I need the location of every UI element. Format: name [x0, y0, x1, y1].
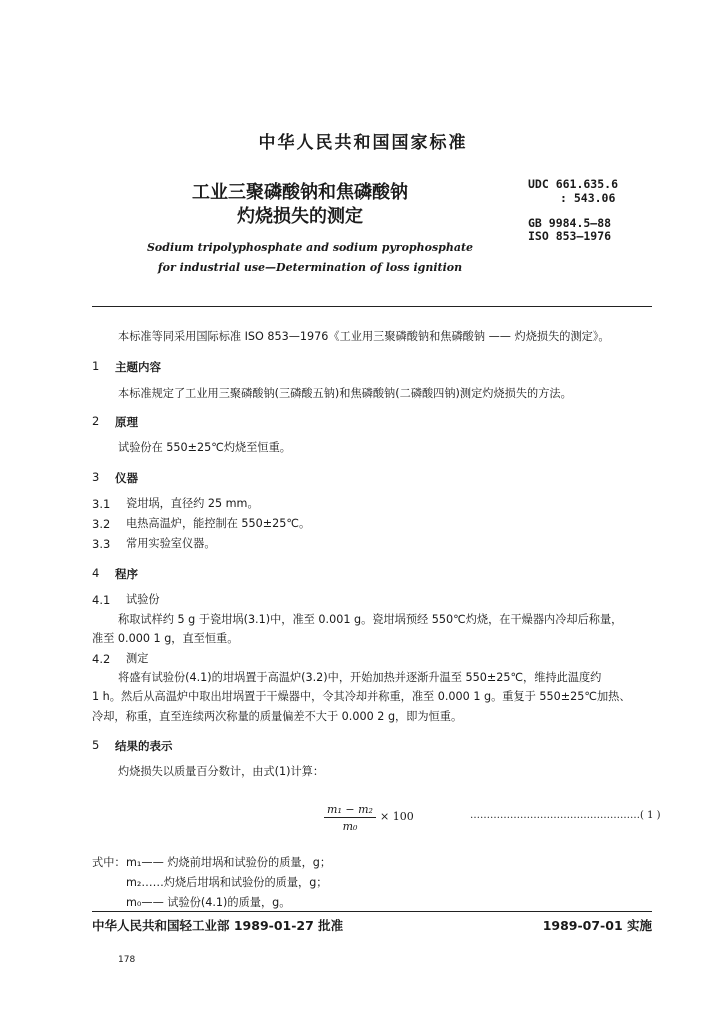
udc-code-line1: UDC 661.635.6: [528, 177, 619, 191]
section-2-text: 试验份在 550±25℃灼烧至恒重。: [118, 441, 291, 454]
definition-m1: m₁—— 灼烧前坩埚和试验份的质量，g；: [126, 856, 332, 869]
section-4-1-number: 4.1: [92, 593, 111, 607]
page-number: 178: [118, 955, 136, 965]
iso-code: ISO 853—1976: [528, 229, 612, 243]
header-divider: [92, 306, 652, 307]
approval-line: 中华人民共和国轻工业部 1989-01-27 批准: [92, 918, 344, 933]
section-5-number: 5: [92, 738, 100, 752]
formula-label: ……………………………………………( 1 ): [470, 810, 661, 821]
formula-fraction-bar: [324, 817, 376, 818]
title-cn-line1: 工业三聚磷酸钠和焦磷酸钠: [192, 182, 408, 203]
section-1-text: 本标准规定了工业用三聚磷酸钠(三磷酸五钠)和焦磷酸钠(二磷酸四钠)测定灼烧损失的方法。: [118, 387, 572, 400]
section-3-1-number: 3.1: [92, 497, 111, 511]
section-4-1-line1: 称取试样约 5 g 于瓷坩埚(3.1)中，准至 0.001 g。瓷坩埚预经 550℃灼烧，在干燥器内冷却后称量，: [118, 613, 623, 626]
section-4-number: 4: [92, 566, 100, 580]
section-3-2-text: 电热高温炉，能控制在 550±25℃。: [126, 517, 311, 530]
section-1-title: 主题内容: [115, 360, 161, 374]
section-5-text: 灼烧损失以质量百分数计，由式(1)计算：: [118, 765, 325, 778]
section-4-2-line3: 冷却，称重，直至连续两次称量的质量偏差不大于 0.000 2 g，即为恒重。: [92, 710, 463, 723]
title-en-line1: Sodium tripolyphosphate and sodium pyrophosphate: [146, 241, 474, 254]
definition-m2: m₂……灼烧后坩埚和试验份的质量，g；: [126, 876, 328, 889]
section-3-2-number: 3.2: [92, 517, 111, 531]
section-5-title: 结果的表示: [115, 739, 173, 753]
section-3-3-number: 3.3: [92, 537, 111, 551]
gb-code: GB 9984.5—88: [528, 216, 612, 230]
formula-denominator: m₀: [342, 820, 358, 833]
section-3-title: 仪器: [115, 471, 138, 485]
section-4-1-title: 试验份: [126, 593, 160, 606]
formula-numerator: m₁ − m₂: [327, 803, 373, 816]
definitions-lead: 式中：: [92, 856, 126, 869]
section-3-1-text: 瓷坩埚，直径约 25 mm。: [126, 497, 259, 510]
title-en-line2: for industrial use—Determination of loss ignition: [157, 261, 463, 274]
section-3-number: 3: [92, 470, 100, 484]
implementation-date: 1989-07-01 实施: [542, 918, 652, 933]
formula-multiplier: × 100: [380, 810, 414, 823]
footer-divider: [92, 911, 652, 912]
intro-paragraph: 本标准等同采用国际标准 ISO 853—1976《工业用三聚磷酸钠和焦磷酸钠 —— 灼烧损失的测定》。: [118, 330, 610, 343]
section-4-2-line2: 1 h。然后从高温炉中取出坩埚置于干燥器中，令其冷却并称重，准至 0.000 1 g。重复于 550±25℃加热、: [92, 690, 631, 703]
section-4-2-title: 测定: [126, 652, 149, 665]
section-1-number: 1: [92, 359, 100, 373]
section-4-2-line1: 将盛有试验份(4.1)的坩埚置于高温炉(3.2)中，开始加热并逐渐升温至 550±25℃，维持此温度约: [118, 671, 602, 684]
definition-m0: m₀—— 试验份(4.1)的质量，g。: [126, 896, 291, 909]
udc-code-line2: : 543.06: [560, 191, 616, 205]
section-2-number: 2: [92, 414, 100, 428]
standard-title: 中华人民共和国国家标准: [258, 133, 468, 153]
section-4-title: 程序: [115, 567, 138, 581]
section-4-2-number: 4.2: [92, 652, 111, 666]
section-3-3-text: 常用实验室仪器。: [126, 537, 216, 550]
title-cn-line2: 灼烧损失的测定: [237, 206, 363, 227]
section-2-title: 原理: [115, 415, 138, 429]
section-4-1-line2: 准至 0.000 1 g，直至恒重。: [92, 632, 239, 645]
